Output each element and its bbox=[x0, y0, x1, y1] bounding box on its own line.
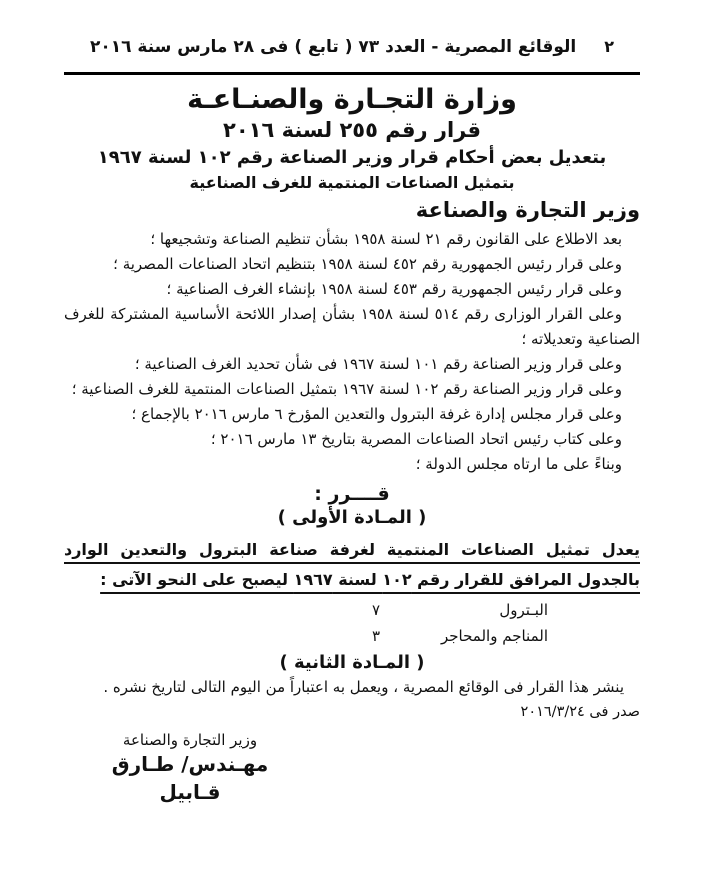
issued-date-line: صدر فى ٢٠١٦/٣/٢٤ bbox=[520, 704, 640, 720]
chamber-name: البـترول bbox=[499, 601, 548, 619]
preamble-clause: وبناءً على ما ارتاه مجلس الدولة ؛ bbox=[415, 455, 622, 473]
preamble-clause: بعد الاطلاع على القانون رقم ٢١ لسنة ١٩٥٨ بشأن تنظيم الصناعة وتشجيعها ؛ bbox=[150, 230, 622, 248]
article-one-heading: ( المـادة الأولى ) bbox=[277, 507, 427, 528]
page-number: ٢ bbox=[604, 37, 615, 56]
representation-row bbox=[64, 597, 548, 623]
representation-count: ٧ bbox=[371, 601, 381, 619]
decree-subject-line-2: بتمثيل الصناعات المنتمية للغرف الصناعية bbox=[189, 173, 515, 192]
preamble-clause: وعلى قرار رئيس الجمهورية رقم ٤٥٢ لسنة ١٩٥٨ بتنظيم اتحاد الصناعات المصرية ؛ bbox=[113, 255, 622, 273]
article-one-body: يعدل تمثيل الصناعات المنتمية لغرفة صناعة البترول والتعدين الوارد بالجدول المرافق للقرار رقم ١٠٢ لسنة ١٩٦٧ ليصبح على النحو الآتى : bbox=[64, 540, 640, 589]
signatory-title: وزير التجارة والصناعة bbox=[122, 731, 258, 749]
page-header bbox=[64, 36, 640, 58]
signature-block bbox=[84, 730, 296, 806]
decree-subject-line-1: بتعديل بعض أحكام قرار وزير الصناعة رقم ١٠٢ لسنة ١٩٦٧ bbox=[97, 147, 607, 168]
chamber-name: المناجم والمحاجر bbox=[441, 627, 548, 645]
preamble-clause: وعلى قرار رئيس الجمهورية رقم ٤٥٣ لسنة ١٩٥٨ بإنشاء الغرف الصناعية ؛ bbox=[166, 280, 622, 298]
decree-number-line: قرار رقم ٢٥٥ لسنة ٢٠١٦ bbox=[223, 118, 481, 142]
representation-row bbox=[64, 623, 548, 649]
preamble-clause: وعلى قرار مجلس إدارة غرفة البترول والتعدين المؤرخ ٦ مارس ٢٠١٦ بالإجماع ؛ bbox=[131, 405, 622, 423]
preamble-clause: وعلى القرار الوزارى رقم ٥١٤ لسنة ١٩٥٨ بشأن إصدار اللائحة الأساسية المشتركة للغرف الصناعية وتعديلاته ؛ bbox=[64, 305, 640, 348]
ministry-title: وزارة التجـارة والصنـاعـة bbox=[187, 84, 517, 115]
representation-count: ٣ bbox=[371, 627, 381, 645]
preamble-clause: وعلى قرار وزير الصناعة رقم ١٠٢ لسنة ١٩٦٧ بتمثيل الصناعات المنتمية للغرف الصناعية ؛ bbox=[71, 380, 622, 398]
representation-list bbox=[64, 597, 640, 649]
header-rule bbox=[64, 72, 640, 75]
preamble-clause: وعلى كتاب رئيس اتحاد الصناعات المصرية بتاريخ ١٣ مارس ٢٠١٦ ؛ bbox=[210, 430, 622, 448]
article-two-body: ينشر هذا القرار فى الوقائع المصرية ، ويعمل به اعتباراً من اليوم التالى لتاريخ نشره . bbox=[103, 678, 624, 696]
issuer-heading: وزير التجارة والصناعة bbox=[415, 198, 640, 222]
preamble-clause: وعلى قرار وزير الصناعة رقم ١٠١ لسنة ١٩٦٧ فى شأن تحديد الغرف الصناعية ؛ bbox=[134, 355, 622, 373]
gazette-issue-line: الوقائع المصرية - العدد ٧٣ ( تابع ) فى ٢٨ مارس سنة ٢٠١٦ bbox=[89, 37, 577, 57]
decree-title-block bbox=[64, 83, 640, 194]
article-two-heading: ( المـادة الثانية ) bbox=[279, 652, 425, 673]
preamble-section bbox=[64, 227, 640, 477]
signatory-name: مهـندس/ طـارق قـابيل bbox=[111, 752, 269, 804]
decided-label: قــــرر : bbox=[314, 483, 390, 505]
